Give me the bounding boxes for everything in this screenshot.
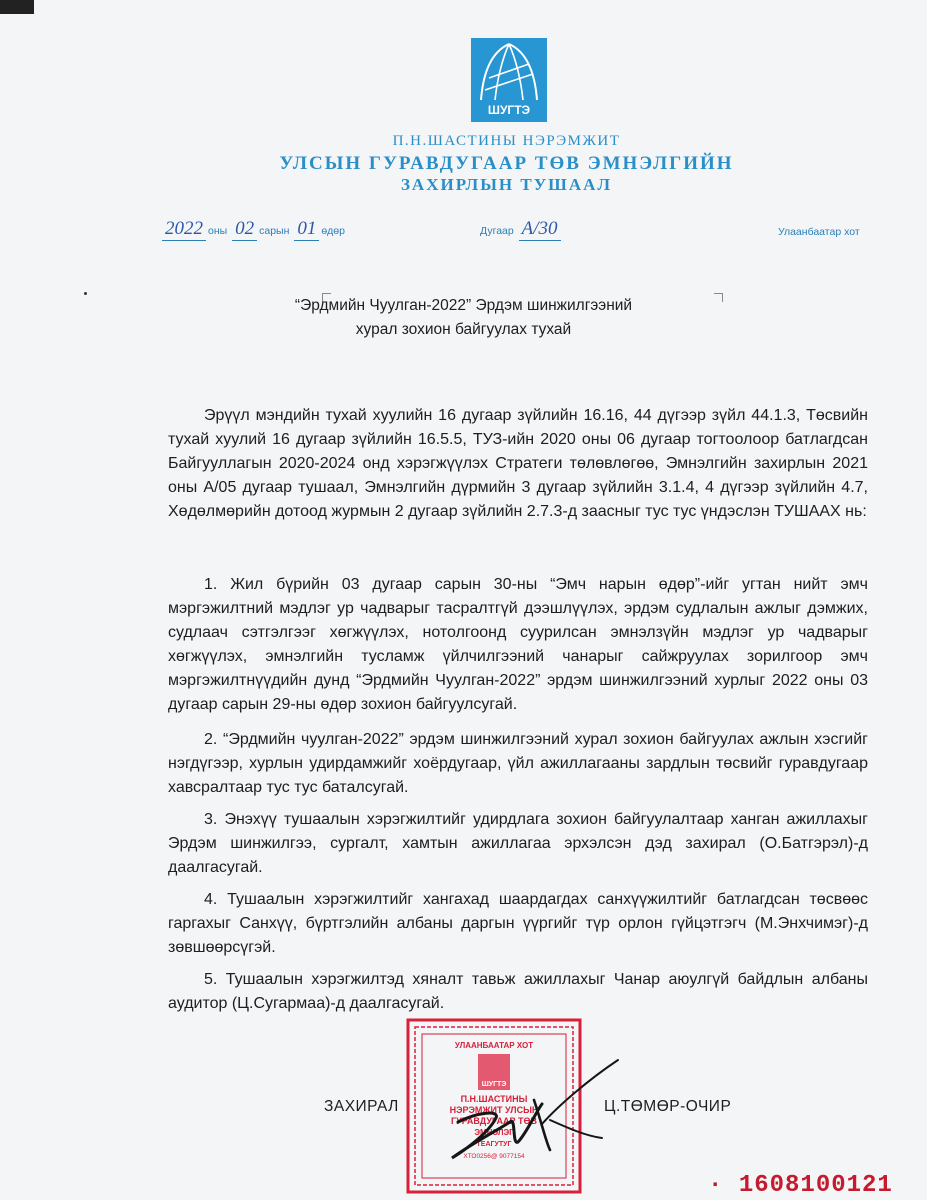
header-line-1: П.Н.ШАСТИНЫ НЭРЭМЖИТ [392, 133, 621, 149]
stamp-line-6: ХТО0256@ 9077154 [463, 1153, 525, 1160]
stamp-line-2: НЭРЭМЖИТ УЛСЫН [449, 1105, 539, 1115]
order-item-5: 5. Тушаалын хэрэгжилтэд хяналт тавьж ажиллахыг Чанар аюулгүй байдлын албаны аудитор (Ц.Сугармаа)-д даалгасугай. [168, 971, 868, 1012]
date-month-suffix: сарын [259, 225, 290, 237]
document-title [0, 294, 927, 342]
stamp-line-5: ТЕАГУТУГ [476, 1141, 512, 1148]
order-item-1: 1. Жил бүрийн 03 дугаар сарын 30-ны “Эмч нарын өдөр”-ийг угтан нийт эмч мэргэжилтний мэдлэг ур чадварыг тасралтгүй дээшлүүлэх, эрдэм судлалын ажлыг дэмжих, судлаач сэтгэлгээг хөгжүүлэх, нотолгоонд суурилсан эмнэлзүйн мэдлэг ур чадварыг хөгжүүлэх, эмнэлгийн тусламж үйлчилгээний чанарыг сайжруулах зорилгоор эмч мэргэжилтнүүдийн дунд “Эрдмийн Чуулган-2022” эрдэм шинжилгээний хурлыг 2022 оны 03 дугаар сарын 29-ны өдөр зохион байгуулсугай. [168, 576, 868, 713]
stamp-top-text: УЛААНБААТАР ХОТ [454, 1041, 534, 1050]
date-day-suffix: өдөр [321, 225, 345, 237]
city: Улаанбаатар хот [778, 226, 860, 238]
preamble-paragraph: Эрүүл мэндийн тухай хуулийн 16 дугаар зүйлийн 16.16, 44 дүгээр зүйл 44.1.3, Төсвийн тухай хуулий 16 дугаар зүйлийн 16.5.5, ТУЗ-ийн 2020 оны 06 дугаар тогтоолоор батлагдсан Байгууллагын 2020-2024 онд хэрэгжүүлэх Стратеги төлөвлөгөө, Эмнэлгийн захирлын 2021 оны А/05 дугаар тушаал, Эмнэлгийн дүрмийн 3 дугаар зүйлийн 3.1.4, 4 дүгээр зүйлийн 4.7, Хөдөлмөрийн дотоод журмын 2 дугаар зүйлийн 2.7.3-д заасныг тус тус үндэслэн ТУШААХ нь: [168, 407, 868, 520]
header-title: ЗАХИРЛЫН ТУШААЛ [400, 175, 613, 194]
stamp-logo-text: ШУГТЭ [481, 1081, 507, 1088]
title-line-2: хурал зохион байгуулах тухай [355, 321, 572, 338]
scan-edge-mark [0, 0, 34, 14]
order-item-2: 2. “Эрдмийн чуулган-2022” эрдэм шинжилгээний хурал зохион байгуулах ажлын хэсгийг нэгдүгээр, хурлын удирдамжийг хоёрдугаар, үйл ажиллагааны зардлын төсвийг гуравдугаар хавсралтаар тус тус баталсугай. [168, 731, 868, 796]
serial-number-value: 1608100121 [738, 1172, 893, 1199]
handwritten-signature [438, 1054, 638, 1174]
date-year: 2022 [162, 218, 206, 241]
order-item-3: 3. Энэхүү тушаалын хэрэгжилтийг удирдлага зохион байгуулалтаар ханган ажиллахыг Эрдэм шинжилгээ, сургалт, хамтын ажиллагаа эрхэлсэн дэд захирал (О.Батгэрэл)-д даалгасугай. [168, 811, 868, 876]
date-line [160, 218, 345, 241]
signatory-position: ЗАХИРАЛ [324, 1098, 399, 1115]
stamp-line-3: ГУРАВДУГААР ТӨВ [451, 1116, 537, 1126]
order-number: А/30 [519, 218, 561, 241]
date-month: 02 [232, 218, 257, 241]
order-number-line [480, 218, 563, 241]
hospital-logo [471, 38, 547, 122]
logo-text: ШУГТЭ [487, 103, 531, 117]
stamp-line-4: ЭМНЭЛЭГ [474, 1128, 514, 1137]
date-year-suffix: оны [208, 225, 228, 237]
title-line-1: “Эрдмийн Чуулган-2022” Эрдэм шинжилгээний [294, 297, 633, 314]
header-line-2: УЛСЫН ГУРАВДУГААР ТӨВ ЭМНЭЛГИЙН [279, 153, 734, 174]
signatory-name: Ц.ТӨМӨР-ОЧИР [604, 1098, 732, 1115]
order-number-label: Дугаар [480, 225, 514, 237]
order-item-4: 4. Тушаалын хэрэгжилтийг хангахад шаардагдах санхүүжилтийг батлагдсан төсвөөс гаргахыг Санхүү, бүртгэлийн албаны даргын үүргийг түр орлон гүйцэтгэгч (М.Энхчимэг)-д зөвшөөрсүгэй. [168, 891, 868, 956]
stamp-line-1: П.Н.ШАСТИНЫ [460, 1094, 528, 1104]
date-day: 01 [294, 218, 319, 241]
serial-number: · 1608100121 [708, 1172, 893, 1199]
